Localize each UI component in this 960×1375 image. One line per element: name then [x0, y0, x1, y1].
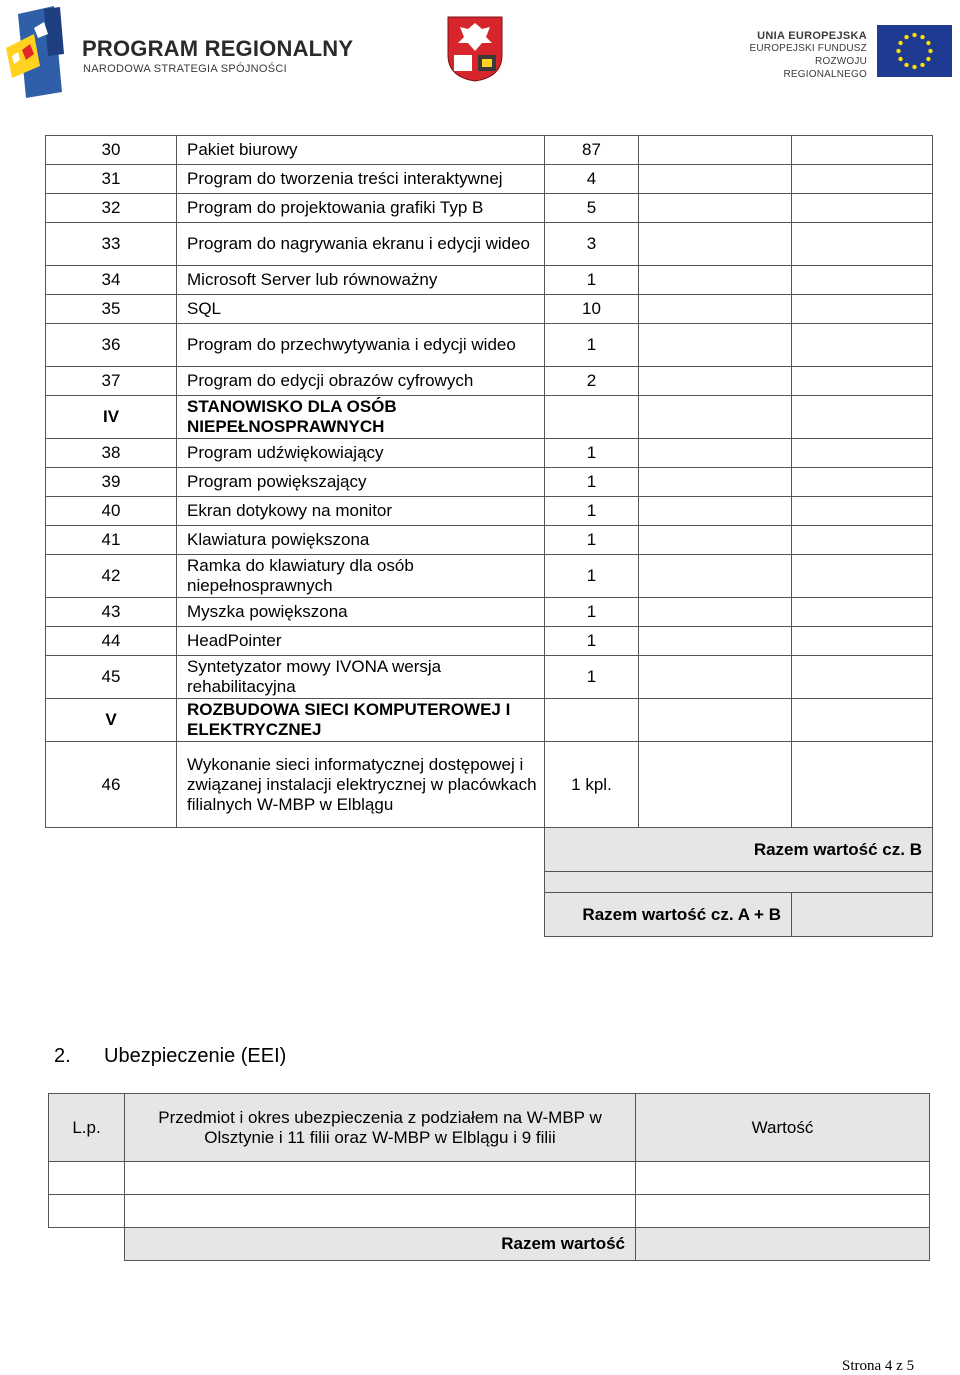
row-number: 38	[46, 439, 177, 468]
row-value	[792, 699, 933, 742]
row-quantity: 5	[545, 194, 639, 223]
row-quantity: 10	[545, 295, 639, 324]
table-row	[46, 699, 933, 742]
table-row	[46, 497, 933, 526]
table-row	[46, 742, 933, 828]
row-number: 44	[46, 627, 177, 656]
eu-star-icon	[896, 49, 900, 53]
row-unit-price	[639, 555, 792, 598]
eu-star-icon	[928, 49, 932, 53]
row-name: ROZBUDOWA SIECI KOMPUTEROWEJ I ELEKTRYCZNEJ	[177, 699, 545, 742]
row-name: Klawiatura powiększona	[177, 526, 545, 555]
row-value	[792, 396, 933, 439]
table-cell	[125, 1195, 636, 1228]
section-title: Ubezpieczenie (EEI)	[104, 1045, 287, 1067]
table-cell	[49, 1162, 125, 1195]
eu-star-icon	[912, 65, 916, 69]
table-row	[46, 526, 933, 555]
row-value	[792, 266, 933, 295]
row-quantity: 1	[545, 627, 639, 656]
eu-fund-label: EUROPEJSKI FUNDUSZ	[749, 43, 867, 54]
row-quantity	[545, 396, 639, 439]
row-unit-price	[639, 136, 792, 165]
program-subtitle: NARODOWA STRATEGIA SPÓJNOŚCI	[83, 63, 287, 75]
row-number: 31	[46, 165, 177, 194]
row-value	[792, 439, 933, 468]
table-row	[46, 656, 933, 699]
page-header	[0, 0, 960, 110]
row-unit-price	[639, 742, 792, 828]
row-quantity: 1	[545, 526, 639, 555]
section-number: 2.	[54, 1045, 71, 1067]
row-name: Ekran dotykowy na monitor	[177, 497, 545, 526]
row-name: Program udźwiękowiający	[177, 439, 545, 468]
table-cell	[49, 1195, 125, 1228]
eu-text-block	[735, 30, 867, 81]
row-unit-price	[639, 367, 792, 396]
row-name: Program do nagrywania ekranu i edycji wideo	[177, 223, 545, 266]
row-number: 30	[46, 136, 177, 165]
empty-cell	[49, 1228, 125, 1261]
row-name: Ramka do klawiatury dla osób niepełnosprawnych	[177, 555, 545, 598]
row-quantity	[545, 699, 639, 742]
total-ab-label: Razem wartość cz. A + B	[545, 893, 792, 937]
row-number: 37	[46, 367, 177, 396]
header-subject: Przedmiot i okres ubezpieczenia z podziałem na W-MBP w Olsztynie i 11 filii oraz W-MBP w Elblągu i 9 filii	[125, 1094, 636, 1162]
row-unit-price	[639, 223, 792, 266]
row-name: STANOWISKO DLA OSÓB NIEPEŁNOSPRAWNYCH	[177, 396, 545, 439]
row-unit-price	[639, 165, 792, 194]
table-cell	[636, 1195, 930, 1228]
row-value	[792, 555, 933, 598]
row-value	[792, 367, 933, 396]
row-number: 45	[46, 656, 177, 699]
total-ab-value-cell	[792, 893, 933, 937]
row-quantity: 1	[545, 656, 639, 699]
total-label: Razem wartość	[125, 1228, 636, 1261]
row-quantity: 1	[545, 266, 639, 295]
row-unit-price	[639, 656, 792, 699]
row-value	[792, 324, 933, 367]
row-name: Program do projektowania grafiki Typ B	[177, 194, 545, 223]
header-lp: L.p.	[49, 1094, 125, 1162]
eu-star-icon	[926, 57, 930, 61]
row-quantity: 1	[545, 324, 639, 367]
row-unit-price	[639, 497, 792, 526]
row-unit-price	[639, 324, 792, 367]
row-quantity: 3	[545, 223, 639, 266]
row-value	[792, 526, 933, 555]
row-name: Program powiększający	[177, 468, 545, 497]
row-value	[792, 468, 933, 497]
total-value-cell	[636, 1228, 930, 1261]
row-value	[792, 627, 933, 656]
row-number: 36	[46, 324, 177, 367]
table-row	[46, 396, 933, 439]
table-row	[46, 223, 933, 266]
eu-star-icon	[920, 35, 924, 39]
row-quantity: 1	[545, 555, 639, 598]
row-value	[792, 295, 933, 324]
eu-star-icon	[898, 57, 902, 61]
row-number: 41	[46, 526, 177, 555]
row-unit-price	[639, 396, 792, 439]
row-value	[792, 165, 933, 194]
row-name: Myszka powiększona	[177, 598, 545, 627]
eu-flag-icon	[877, 25, 952, 77]
row-quantity: 1 kpl.	[545, 742, 639, 828]
row-value	[792, 194, 933, 223]
row-name: Microsoft Server lub równoważny	[177, 266, 545, 295]
row-quantity: 1	[545, 497, 639, 526]
row-unit-price	[639, 468, 792, 497]
row-number: 39	[46, 468, 177, 497]
row-quantity: 2	[545, 367, 639, 396]
row-name: Wykonanie sieci informatycznej dostępowej i związanej instalacji elektrycznej w placówkach filialnych W-MBP w Elblągu	[177, 742, 545, 828]
table-row	[46, 136, 933, 165]
row-unit-price	[639, 526, 792, 555]
page-number: Strona 4 z 5	[842, 1358, 915, 1374]
table-row	[46, 194, 933, 223]
row-unit-price	[639, 439, 792, 468]
row-name: Syntetyzator mowy IVONA wersja rehabilitacyjna	[177, 656, 545, 699]
row-value	[792, 742, 933, 828]
table-row	[46, 266, 933, 295]
table-row	[46, 555, 933, 598]
row-name: HeadPointer	[177, 627, 545, 656]
eu-label: UNIA EUROPEJSKA	[757, 30, 867, 42]
row-number: 34	[46, 266, 177, 295]
row-name: SQL	[177, 295, 545, 324]
table-row	[46, 627, 933, 656]
eu-star-icon	[898, 41, 902, 45]
row-name: Program do edycji obrazów cyfrowych	[177, 367, 545, 396]
row-number: 32	[46, 194, 177, 223]
table-row	[46, 165, 933, 194]
row-quantity: 87	[545, 136, 639, 165]
row-unit-price	[639, 266, 792, 295]
row-unit-price	[639, 194, 792, 223]
coat-of-arms-icon	[446, 15, 504, 83]
row-value	[792, 656, 933, 699]
row-unit-price	[639, 699, 792, 742]
table-row	[46, 367, 933, 396]
program-title: PROGRAM REGIONALNY	[82, 36, 354, 61]
row-quantity: 1	[545, 598, 639, 627]
row-number: 42	[46, 555, 177, 598]
row-value	[792, 497, 933, 526]
eu-star-icon	[904, 35, 908, 39]
total-b-label: Razem wartość cz. B	[545, 828, 933, 872]
row-unit-price	[639, 598, 792, 627]
row-number: IV	[46, 396, 177, 439]
table-cell	[125, 1162, 636, 1195]
table-row	[46, 324, 933, 367]
table-row	[46, 439, 933, 468]
row-value	[792, 223, 933, 266]
table-row	[46, 598, 933, 627]
totals-table	[544, 827, 933, 937]
table-cell	[636, 1162, 930, 1195]
row-number: 35	[46, 295, 177, 324]
table-row	[46, 468, 933, 497]
row-number: 40	[46, 497, 177, 526]
eu-star-icon	[904, 63, 908, 67]
total-b-value-cell	[545, 872, 933, 893]
row-value	[792, 598, 933, 627]
row-name: Pakiet biurowy	[177, 136, 545, 165]
row-number: 43	[46, 598, 177, 627]
row-name: Program do przechwytywania i edycji wideo	[177, 324, 545, 367]
header-value: Wartość	[636, 1094, 930, 1162]
eu-star-icon	[920, 63, 924, 67]
row-number: 33	[46, 223, 177, 266]
row-value	[792, 136, 933, 165]
row-name: Program do tworzenia treści interaktywnej	[177, 165, 545, 194]
row-number: 46	[46, 742, 177, 828]
section-heading	[54, 1045, 286, 1068]
program-regionalny-logo-icon	[4, 4, 74, 99]
row-unit-price	[639, 627, 792, 656]
eu-star-icon	[926, 41, 930, 45]
eu-star-icon	[912, 33, 916, 37]
row-quantity: 1	[545, 468, 639, 497]
row-number: V	[46, 699, 177, 742]
row-quantity: 1	[545, 439, 639, 468]
row-quantity: 4	[545, 165, 639, 194]
table-row	[46, 295, 933, 324]
eu-regional-label: ROZWOJU REGIONALNEGO	[783, 56, 867, 80]
equipment-table	[45, 135, 933, 828]
insurance-table	[48, 1093, 930, 1261]
row-unit-price	[639, 295, 792, 324]
